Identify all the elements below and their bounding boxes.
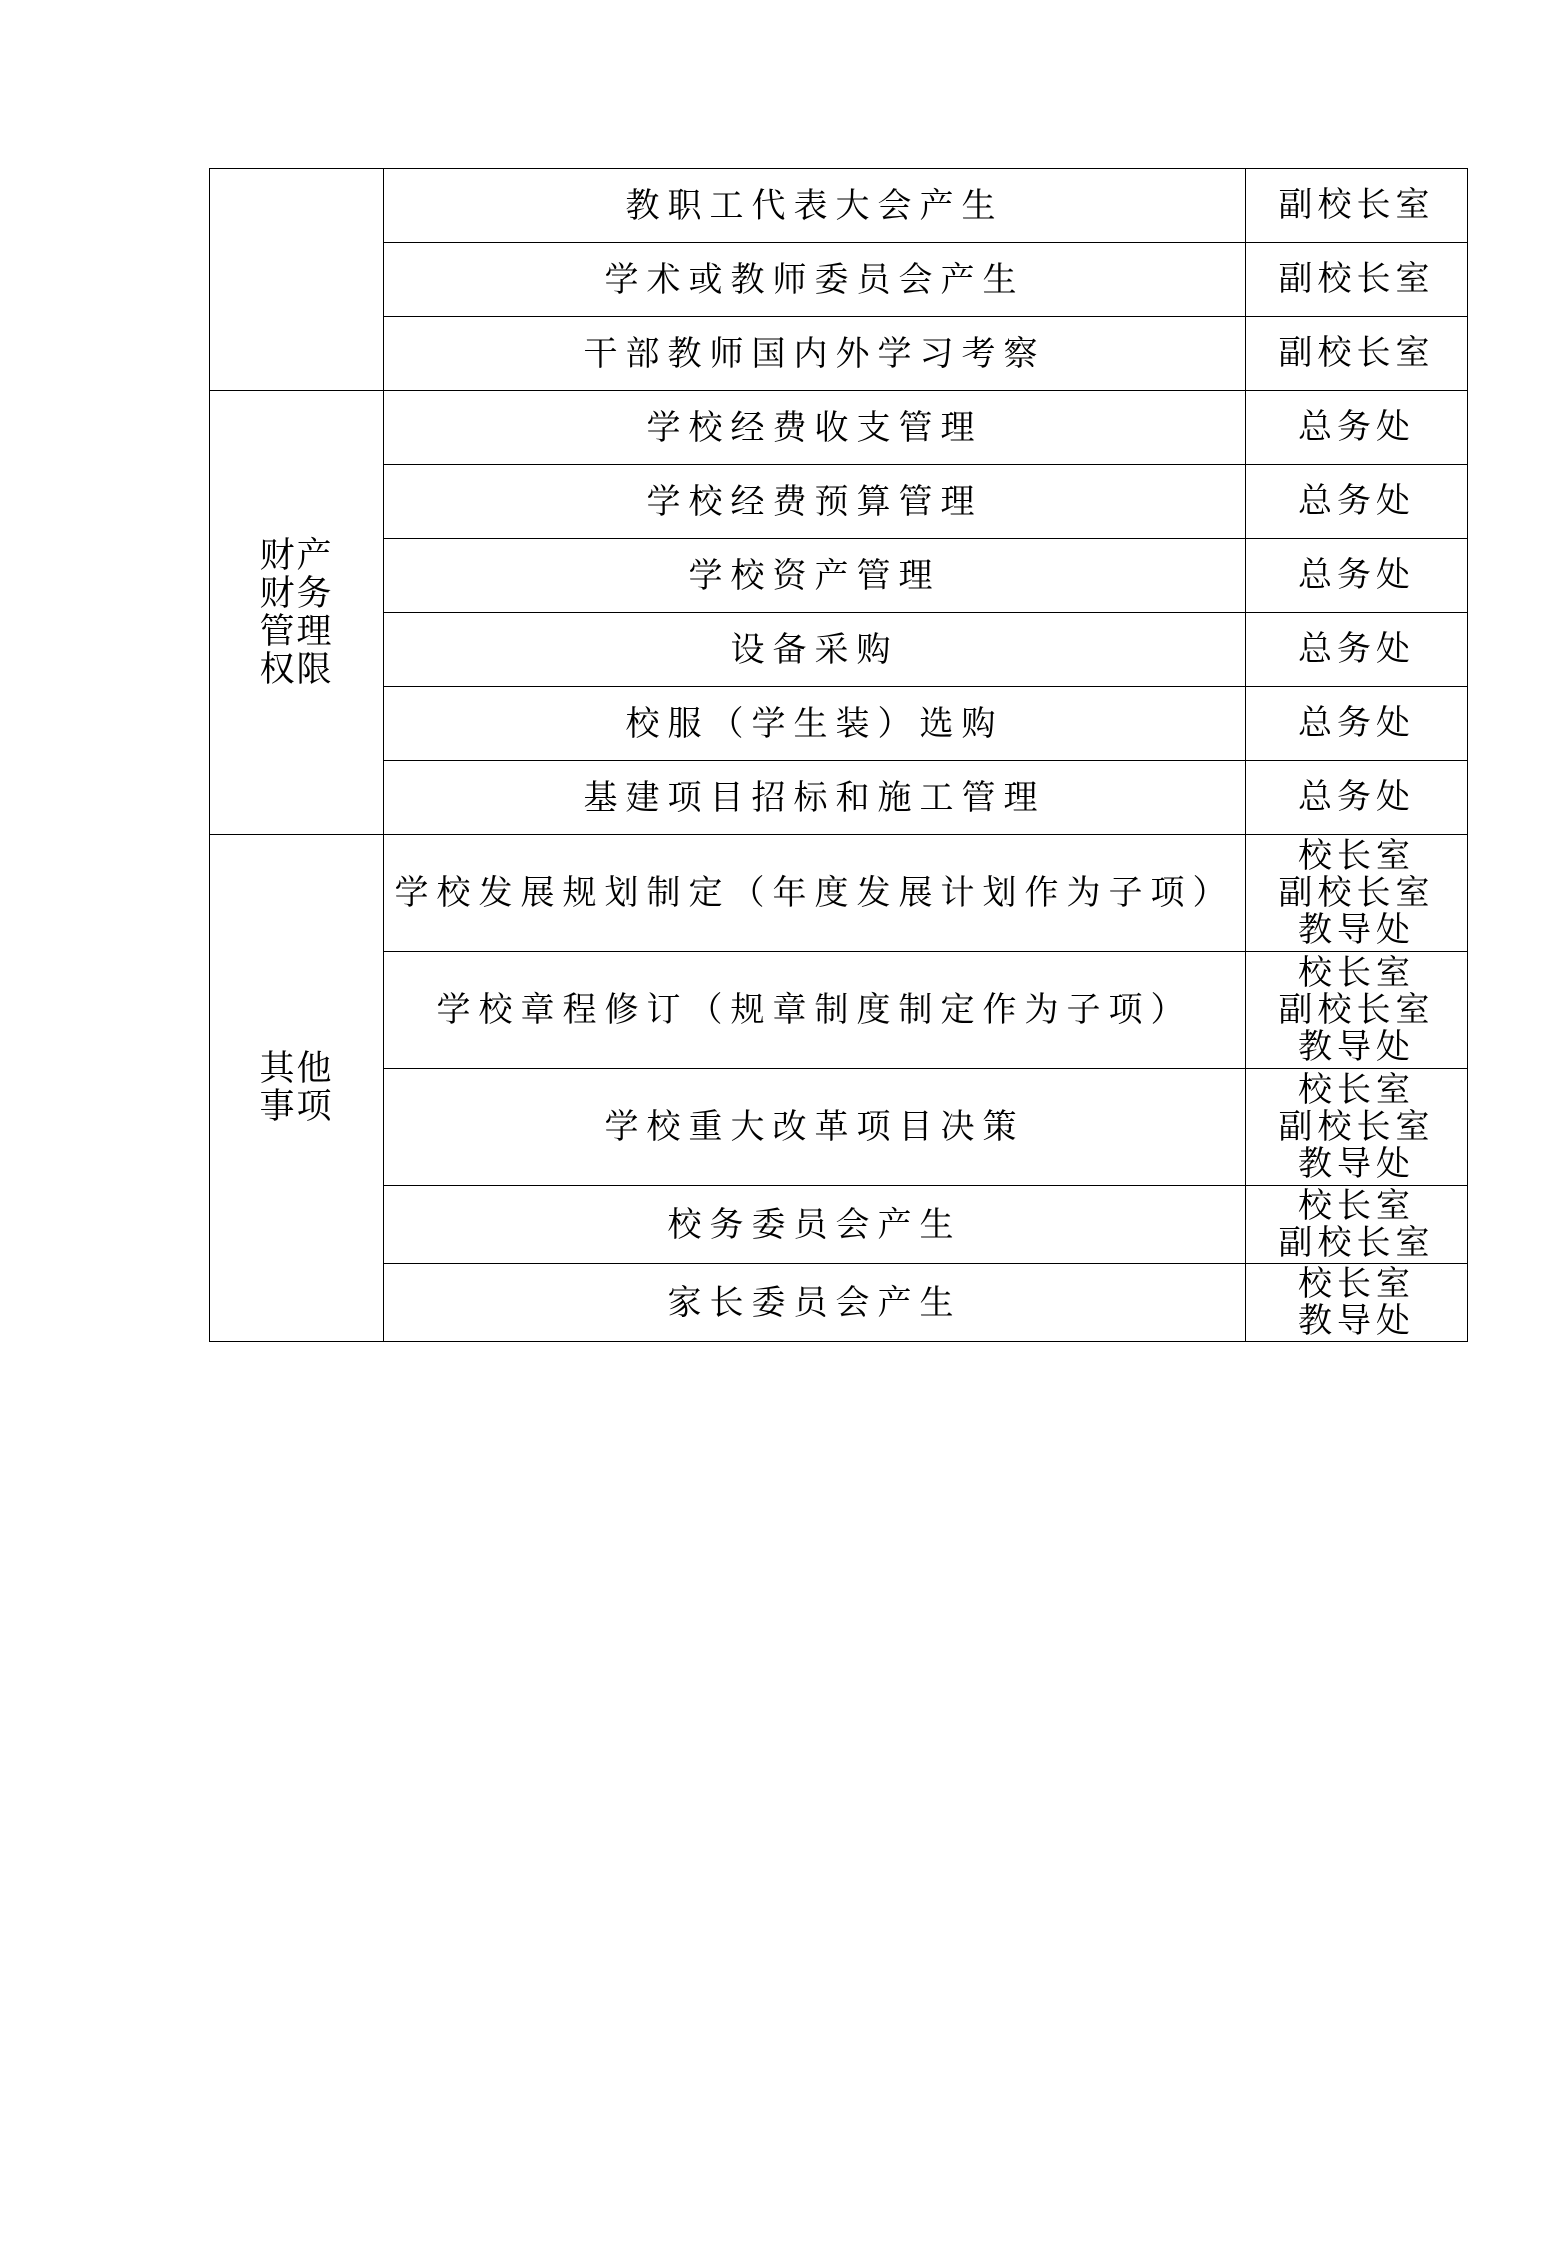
department-name: 副校长室 bbox=[1278, 333, 1435, 373]
matter-cell: 设备采购 bbox=[384, 613, 1246, 687]
matter-cell: 学校重大改革项目决策 bbox=[384, 1069, 1246, 1186]
department-name: 校长室 bbox=[1298, 1185, 1415, 1226]
department-name: 总务处 bbox=[1298, 629, 1415, 669]
department-name: 教导处 bbox=[1298, 1300, 1415, 1341]
department-name: 校长室 bbox=[1298, 835, 1415, 876]
department-name: 教导处 bbox=[1298, 1026, 1415, 1067]
table-body bbox=[210, 169, 1468, 1342]
table-row bbox=[210, 539, 1468, 613]
department-cell bbox=[1246, 539, 1468, 613]
department-name: 总务处 bbox=[1298, 407, 1415, 447]
category-label-line: 管理 bbox=[259, 611, 334, 652]
department-name: 校长室 bbox=[1298, 952, 1415, 993]
table-row bbox=[210, 169, 1468, 243]
table-row bbox=[210, 391, 1468, 465]
table-row bbox=[210, 1069, 1468, 1186]
department-cell bbox=[1246, 169, 1468, 243]
department-name: 校长室 bbox=[1298, 1263, 1415, 1304]
department-name: 副校长室 bbox=[1278, 989, 1435, 1030]
table-row bbox=[210, 317, 1468, 391]
category-label-line: 其他 bbox=[259, 1049, 334, 1089]
table-row bbox=[210, 613, 1468, 687]
table-row bbox=[210, 1186, 1468, 1264]
category-cell bbox=[210, 391, 384, 835]
matter-cell: 学校经费收支管理 bbox=[384, 391, 1246, 465]
department-name: 教导处 bbox=[1298, 909, 1415, 950]
department-name: 校长室 bbox=[1298, 1069, 1415, 1110]
table-row bbox=[210, 761, 1468, 835]
department-cell bbox=[1246, 761, 1468, 835]
authority-table bbox=[209, 168, 1468, 1342]
department-cell bbox=[1246, 835, 1468, 952]
matter-cell: 学校经费预算管理 bbox=[384, 465, 1246, 539]
matter-cell: 校服（学生装）选购 bbox=[384, 687, 1246, 761]
department-name: 副校长室 bbox=[1278, 872, 1435, 913]
matter-cell: 学术或教师委员会产生 bbox=[384, 243, 1246, 317]
department-cell bbox=[1246, 613, 1468, 687]
matter-cell: 学校资产管理 bbox=[384, 539, 1246, 613]
category-cell bbox=[210, 169, 384, 391]
department-name: 教导处 bbox=[1298, 1143, 1415, 1184]
category-label-line: 财务 bbox=[259, 573, 334, 614]
table-row bbox=[210, 952, 1468, 1069]
category-label-line: 事项 bbox=[259, 1087, 334, 1127]
table-row bbox=[210, 1264, 1468, 1342]
department-name: 总务处 bbox=[1298, 481, 1415, 521]
table-row bbox=[210, 465, 1468, 539]
category-label-line: 财产 bbox=[259, 535, 334, 576]
matter-cell: 干部教师国内外学习考察 bbox=[384, 317, 1246, 391]
department-cell bbox=[1246, 391, 1468, 465]
matter-cell: 学校发展规划制定（年度发展计划作为子项） bbox=[384, 835, 1246, 952]
category-label-line: 权限 bbox=[259, 649, 334, 690]
department-name: 副校长室 bbox=[1278, 1222, 1435, 1263]
department-name: 总务处 bbox=[1298, 555, 1415, 595]
department-cell bbox=[1246, 465, 1468, 539]
matter-cell: 学校章程修订（规章制度制定作为子项） bbox=[384, 952, 1246, 1069]
department-cell bbox=[1246, 1186, 1468, 1264]
matter-cell: 校务委员会产生 bbox=[384, 1186, 1246, 1264]
department-cell bbox=[1246, 1069, 1468, 1186]
department-cell bbox=[1246, 317, 1468, 391]
table-row bbox=[210, 835, 1468, 952]
matter-cell: 教职工代表大会产生 bbox=[384, 169, 1246, 243]
table-row bbox=[210, 243, 1468, 317]
category-cell bbox=[210, 835, 384, 1342]
department-name: 副校长室 bbox=[1278, 1106, 1435, 1147]
department-name: 总务处 bbox=[1298, 777, 1415, 817]
matter-cell: 基建项目招标和施工管理 bbox=[384, 761, 1246, 835]
department-cell bbox=[1246, 687, 1468, 761]
department-cell bbox=[1246, 952, 1468, 1069]
department-name: 副校长室 bbox=[1278, 185, 1435, 225]
department-cell bbox=[1246, 243, 1468, 317]
department-name: 总务处 bbox=[1298, 703, 1415, 743]
department-name: 副校长室 bbox=[1278, 259, 1435, 299]
department-cell bbox=[1246, 1264, 1468, 1342]
matter-cell: 家长委员会产生 bbox=[384, 1264, 1246, 1342]
table-row bbox=[210, 687, 1468, 761]
